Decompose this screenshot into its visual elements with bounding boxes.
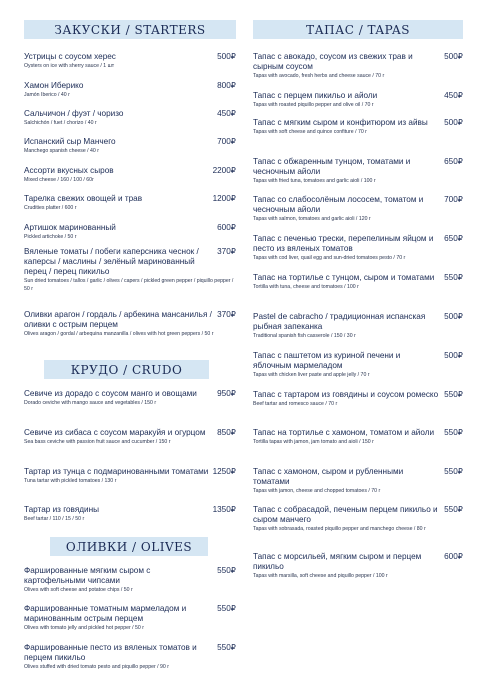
item-name: Испанский сыр Манчего (24, 137, 116, 146)
item-name: Севиче из сибаса с соусом маракуйя и огурцом (24, 428, 206, 437)
item-price: 2200₽ (212, 166, 236, 175)
item-description: Tortilla tapas with jamon, jam tomato and aioli / 150 г (253, 439, 374, 445)
item-description: Dorado ceviche with mango sauce and vegetables / 150 г (24, 400, 157, 406)
item-name: Тапас с хамоном, сыром и рубленными томатами (253, 467, 404, 486)
item-name: Ассорти вкусных сыров (24, 166, 114, 175)
menu-item (24, 566, 236, 595)
menu-item (253, 91, 463, 110)
item-description: Jamón Iberico / 40 г (24, 92, 71, 98)
menu-item (24, 52, 236, 71)
item-name: Фаршированные мягким сыром с картофельными чипсами (24, 566, 151, 585)
item-price: 700₽ (444, 195, 463, 204)
item-price: 1350₽ (212, 505, 236, 514)
item-name: Тапас на тортилье с хамоном, томатом и айоли (253, 428, 435, 437)
menu-item (24, 137, 236, 156)
item-name: Вяленые томаты / побеги каперсника чеснок / каперсы / маслины / зелёный маринованный перец / перец пикильо (24, 247, 199, 276)
section-banner-olives (50, 537, 208, 556)
menu-item (24, 428, 236, 447)
item-name: Тапас с авокадо, соусом из свежих трав и сырным соусом (253, 52, 413, 71)
item-name: Тапас на тортилье с тунцом, сыром и томатами (253, 273, 435, 282)
menu-item (24, 643, 236, 672)
menu-item (24, 109, 236, 128)
item-name: Фаршированные песто из вяленых томатов и перцем пикильо (24, 643, 197, 662)
item-price: 370₽ (217, 310, 236, 319)
item-description: Crudities platter / 600 г (24, 205, 77, 211)
menu-item (24, 223, 236, 242)
item-name: Тапас со слабосолёным лососем, томатом и чесночным айоли (253, 195, 424, 214)
item-description: Tapas with marsilla, soft cheese and piquillo pepper / 100 г (253, 573, 388, 579)
item-name: Хамон Иберико (24, 81, 84, 90)
item-description: Tapas with soft cheese and quince confiture / 70 г (253, 129, 368, 135)
item-description: Olives with tomato jelly and pickled hot pepper / 50 г (24, 625, 145, 631)
item-description: Oysters on ice with sherry sauce / 1 шт (24, 63, 115, 69)
item-description: Tuna tartar with pickled tomatoes / 130 г (24, 478, 117, 484)
item-price: 550₽ (444, 467, 463, 476)
item-price: 550₽ (444, 273, 463, 282)
menu-item (253, 312, 463, 341)
item-price: 600₽ (217, 223, 236, 232)
item-description: Sun dried tomatoes / tallos / garlic / olives / capers / pickled green pepper / piquillo pepper / 50 г (24, 278, 234, 292)
section-title: КРУДО / CRUDO (70, 362, 183, 377)
item-description: Tapas with jamon, cheese and chopped tomatoes / 70 г (253, 488, 381, 494)
item-name: Тапас с морсильей, мягким сыром и перцем пикильо (253, 552, 422, 571)
item-description: Beef tartar / 110 / 15 / 50 г (24, 516, 85, 522)
item-name: Тапас с паштетом из куриной печени и яблочным мармеладом (253, 351, 401, 370)
item-price: 500₽ (217, 52, 236, 61)
menu-item (253, 467, 463, 496)
menu-item (24, 604, 236, 633)
item-name: Тапас с обжаренным тунцом, томатами и чесночным айоли (253, 157, 411, 176)
item-price: 1200₽ (212, 194, 236, 203)
item-name: Фаршированные томатным мармеладом и маринованным острым перцем (24, 604, 187, 623)
item-name: Тартар из тунца с подмаринованными томатами (24, 467, 209, 476)
menu-item (253, 390, 463, 409)
menu-item (253, 234, 463, 263)
menu-item (24, 505, 236, 524)
menu-item (253, 52, 463, 81)
menu-item (253, 118, 463, 137)
section-banner-starters (24, 20, 236, 39)
item-description: Traditional spanish fish casserole / 150 / 30 г (253, 333, 356, 339)
item-price: 650₽ (444, 234, 463, 243)
item-price: 500₽ (444, 118, 463, 127)
item-description: Olives aragon / gordal / arbequina manzanilla / olives with hot green peppers / 50 г (24, 331, 214, 337)
item-description: Mixed cheese / 160 / 100 / 60г (24, 177, 94, 183)
item-name: Устрицы с соусом херес (24, 52, 116, 61)
item-name: Севиче из дорадо с соусом манго и овощами (24, 389, 197, 398)
item-name: Артишок маринованный (24, 223, 116, 232)
section-banner-crudo (44, 360, 209, 379)
item-name: Тапас с тартаром из говядины и соусом ромеско (253, 390, 439, 399)
section-title: ЗАКУСКИ / STARTERS (54, 22, 206, 37)
item-price: 370₽ (217, 247, 236, 256)
item-description: Salchichón / fuet / chorizo / 40 г (24, 120, 97, 126)
item-description: Tapas with fried tuna, tomatoes and garlic aioli / 100 г (253, 178, 376, 184)
menu-item (24, 166, 236, 185)
item-price: 550₽ (444, 428, 463, 437)
menu-item (24, 310, 236, 339)
item-description: Tapas with salmon, tomatoes and garlic aioli / 120 г (253, 216, 371, 222)
item-description: Sea bass ceviche with passion fruit sauce and cucumber / 150 г (24, 439, 171, 445)
item-name: Тарелка свежих овощей и трав (24, 194, 143, 203)
menu-item (253, 273, 463, 292)
item-price: 650₽ (444, 157, 463, 166)
item-price: 950₽ (217, 389, 236, 398)
menu-item (253, 351, 463, 380)
item-price: 600₽ (444, 552, 463, 561)
item-description: Olives with soft cheese and potatoe chips / 50 г (24, 587, 133, 593)
item-price: 450₽ (217, 109, 236, 118)
item-description: Tapas with roasted piquillo pepper and olive oil / 70 г (253, 102, 374, 108)
item-price: 550₽ (217, 566, 236, 575)
item-description: Tortilla with tuna, cheese and tomatoes / 100 г (253, 284, 359, 290)
item-name: Сальчичон / фуэт / чоризо (24, 109, 124, 118)
item-description: Tapas with avocado, fresh herbs and cheese sauce / 70 г (253, 73, 385, 79)
item-description: Tapas with chicken liver paste and apple jelly / 70 г (253, 372, 370, 378)
menu-item (253, 552, 463, 581)
section-title: ТАПАС / TAPAS (306, 22, 410, 37)
item-description: Beef tartar and romesco sauce / 70 г (253, 401, 338, 407)
item-price: 700₽ (217, 137, 236, 146)
item-price: 850₽ (217, 428, 236, 437)
menu-item (24, 81, 236, 100)
item-name: Pastel de cabracho / традиционная испанская рыбная запеканка (253, 312, 426, 331)
item-price: 550₽ (217, 604, 236, 613)
section-banner-tapas (253, 20, 463, 39)
menu-item (253, 505, 463, 534)
menu-item (24, 194, 236, 213)
item-price: 800₽ (217, 81, 236, 90)
menu-item (253, 157, 463, 186)
item-price: 550₽ (444, 390, 463, 399)
item-price: 550₽ (444, 505, 463, 514)
item-price: 450₽ (444, 91, 463, 100)
item-price: 550₽ (217, 643, 236, 652)
item-name: Тапас с мягким сыром и конфитюром из айвы (253, 118, 428, 127)
item-name: Тапас с перцем пикильо и айоли (253, 91, 378, 100)
item-name: Тартар из говядины (24, 505, 100, 514)
item-name: Оливки арагон / гордаль / арбекина мансанилья / оливки с острым перцем (24, 310, 212, 329)
section-title: ОЛИВКИ / OLIVES (65, 539, 193, 554)
item-price: 1250₽ (212, 467, 236, 476)
item-name: Тапас с собрасадой, печеным перцем пикильо и сыром манчего (253, 505, 438, 524)
menu-item (253, 428, 463, 447)
item-description: Pickled artichoke / 50 г (24, 234, 77, 240)
item-name: Тапас с печенью трески, перепелиным яйцом и песто из вяленых томатов (253, 234, 434, 253)
item-description: Olives stuffed with dried tomato pesto and piquillo pepper / 90 г (24, 664, 170, 670)
item-description: Manchego spanish cheese / 40 г (24, 148, 100, 154)
menu-item (24, 247, 236, 293)
item-price: 500₽ (444, 351, 463, 360)
item-description: Tapas with sobrasada, roasted piquillo pepper and manchego cheese / 80 г (253, 526, 426, 532)
menu-item (253, 195, 463, 224)
item-price: 500₽ (444, 312, 463, 321)
item-description: Tapas with cod liver, quail egg and sun-dried tomatoes pesto / 70 г (253, 255, 406, 261)
item-price: 500₽ (444, 52, 463, 61)
menu-item (24, 389, 236, 408)
menu-item (24, 467, 236, 486)
